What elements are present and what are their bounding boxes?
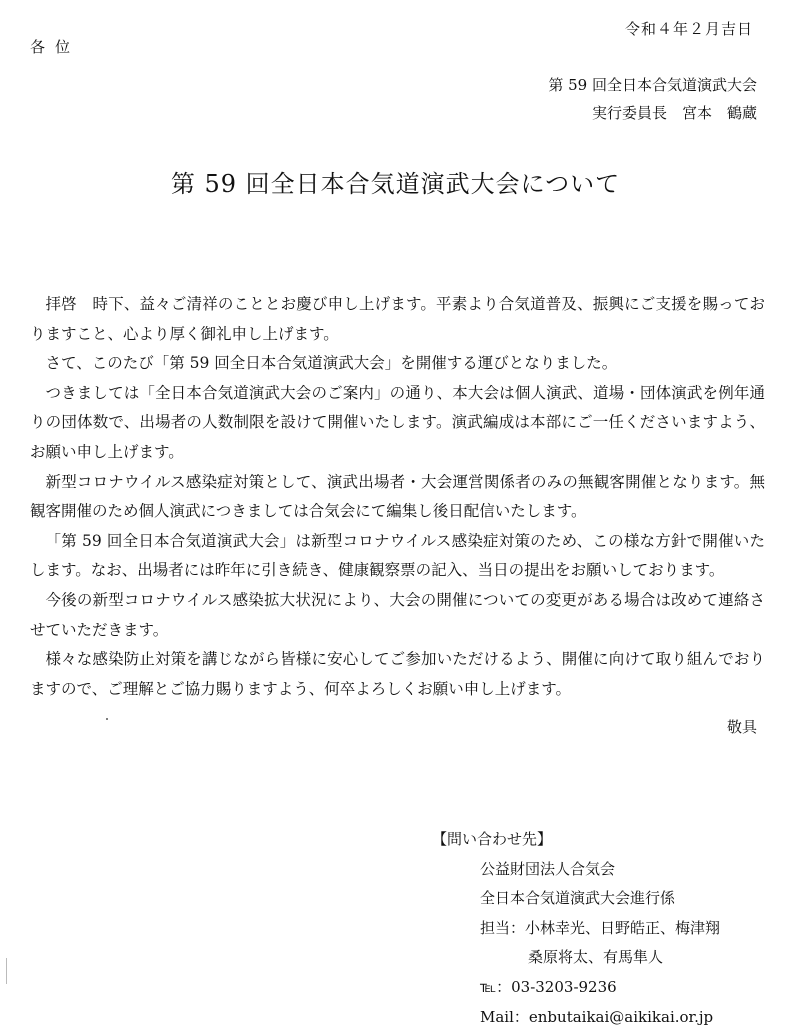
contact-staff-line-2: 桑原将太、有馬隼人 <box>528 948 664 967</box>
letter-body <box>30 290 765 704</box>
contact-organization: 公益財団法人合気会 <box>480 859 616 878</box>
paragraph-greeting: 拝啓 時下、益々ご清祥のこととお慶び申し上げます。平素より合気道普及、振興にご支援を賜っておりますこと、心より厚く御礼申し上げます。 <box>30 295 765 343</box>
paragraph-policy: 「第 59 回全日本合気道演武大会」は新型コロナウイルス感染症対策のため、この様な方針で開催いたします。なお、出場者には昨年に引き続き、健康観察票の記入、当日の提出をお願いしております。 <box>30 531 765 580</box>
addressee: 各位 <box>30 38 81 56</box>
date-line: 令和４年２月吉日 <box>624 20 753 38</box>
paragraph-format: つきましては「全日本合気道演武大会のご案内」の通り、本大会は個人演武、道場・団体演武を例年通りの団体数で、出場者の人数制限を設けて開催いたします。演武編成は本部にご一任くださいますよう、お願い申し上げます。 <box>30 383 765 461</box>
sender-organization: 第 59 回全日本合気道演武大会 <box>548 76 757 94</box>
contact-staff-line-1: 担当：小林幸光、日野皓正、梅津翔 <box>480 918 721 937</box>
contact-heading: 【問い合わせ先】 <box>432 830 553 848</box>
contact-block <box>432 825 720 1032</box>
paragraph-no-spectators: 新型コロナウイルス感染症対策として、演武出場者・大会運営関係者のみの無観客開催となります。無観客開催のため個人演武につきましては合気会にて編集し後日配信いたします。 <box>30 472 765 521</box>
closing-remark: 敬具 <box>726 718 757 736</box>
contact-phone: ℡：03-3203-9236 <box>480 977 617 996</box>
paragraph-announcement: さて、このたび「第 59 回全日本合気道演武大会」を開催する運びとなりました。 <box>45 354 618 373</box>
sender-name: 実行委員長 宮本 鶴蔵 <box>591 104 757 122</box>
scan-speck <box>106 718 108 720</box>
document-title: 第 59 回全日本合気道演武大会について <box>170 170 621 198</box>
contact-department: 全日本合気道演武大会進行係 <box>480 889 676 908</box>
scan-edge-mark <box>6 958 7 984</box>
contact-email: Mail：enbutaikai@aikikai.or.jp <box>480 1007 714 1026</box>
paragraph-changes: 今後の新型コロナウイルス感染拡大状況により、大会の開催についての変更がある場合は改めて連絡させていただきます。 <box>30 590 765 639</box>
paragraph-request: 様々な感染防止対策を講じながら皆様に安心してご参加いただけるよう、開催に向けて取り組んでおりますので、ご理解とご協力賜りますよう、何卒よろしくお願い申し上げます。 <box>30 650 765 698</box>
